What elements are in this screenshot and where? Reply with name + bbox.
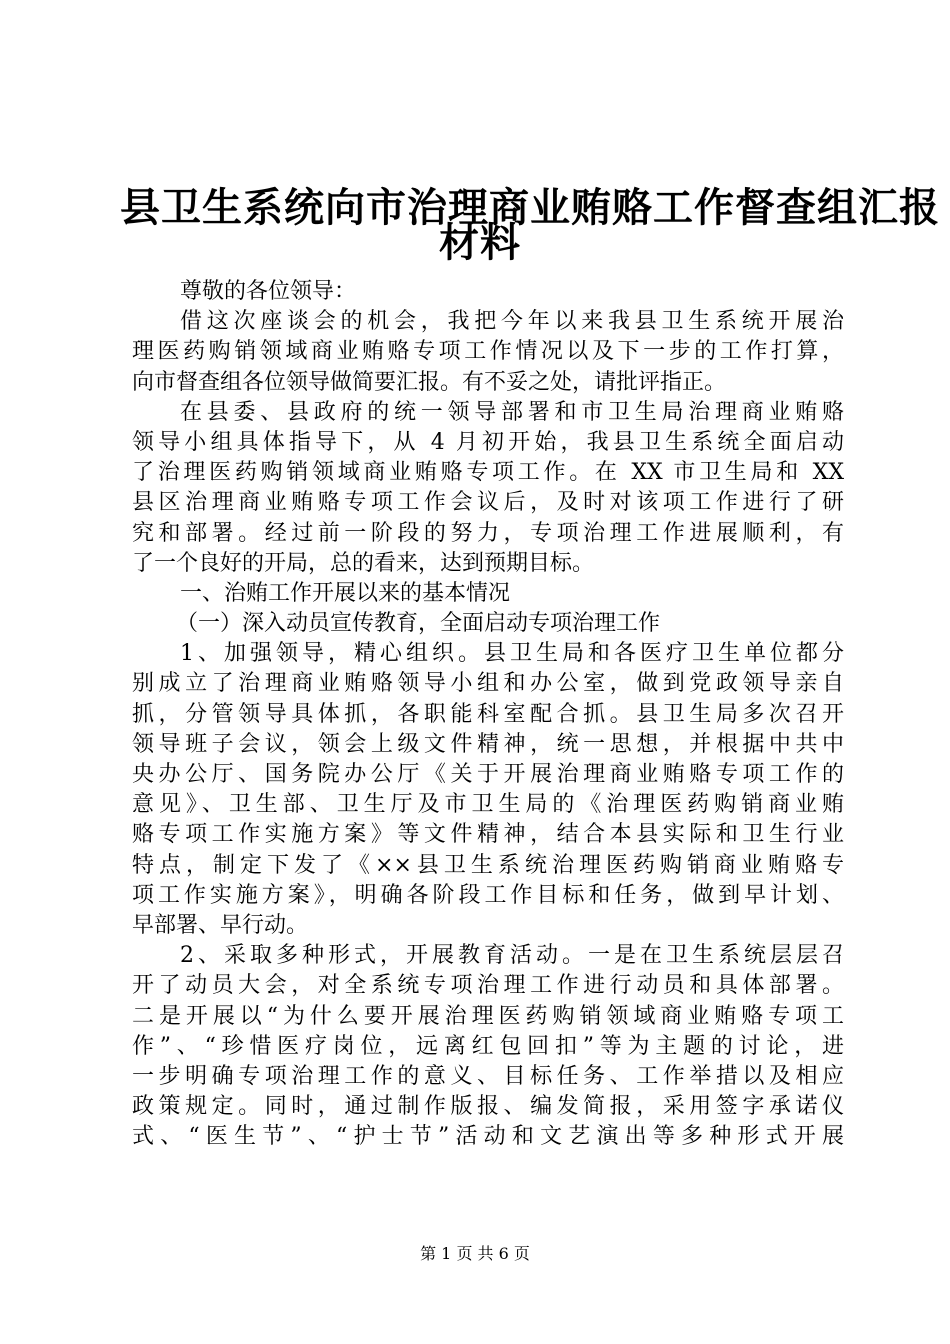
body-line: 开了动员大会，对全系统专项治理工作进行动员和具体部署。: [132, 973, 844, 999]
body-line: 领导班子会议，领会上级文件精神，统一思想，并根据中共中: [132, 731, 844, 757]
body-line: 理医药购销领域商业贿赂专项工作情况以及下一步的工作打算，: [132, 339, 844, 365]
body-line: 了一个良好的开局，总的看来，达到预期目标。: [132, 550, 595, 576]
body-line: 借这次座谈会的机会，我把今年以来我县卫生系统开展治: [180, 309, 844, 335]
document-title-line-2: 材料: [439, 219, 521, 266]
body-line: 1、加强领导，精心组织。县卫生局和各医疗卫生单位都分: [180, 641, 844, 667]
body-line: 2、采取多种形式，开展教育活动。一是在卫生系统层层召: [180, 943, 844, 969]
body-line: 在县委、县政府的统一领导部署和市卫生局治理商业贿赂: [180, 399, 844, 425]
section-heading: 一、治贿工作开展以来的基本情况: [180, 580, 511, 606]
body-line: 究和部署。经过前一阶段的努力，专项治理工作进展顺利，有: [132, 520, 844, 546]
body-line: 政策规定。同时，通过制作版报、编发简报，采用签字承诺仪: [132, 1094, 844, 1120]
body-line: 早部署、早行动。: [132, 912, 309, 938]
page-footer: 第 1 页 共 6 页: [420, 1244, 530, 1263]
subsection-heading: （一）深入动员宣传教育，全面启动专项治理工作: [176, 611, 661, 637]
body-line: 了治理医药购销领域商业贿赂专项工作。在 XX 市卫生局和 XX: [132, 460, 844, 486]
body-line: 式、“医生节”、“护士节”活动和文艺演出等多种形式开展: [132, 1124, 844, 1150]
body-line: 特点，制定下发了《××县卫生系统治理医药购销商业贿赂专: [132, 852, 844, 878]
body-line: 向市督查组各位领导做简要汇报。有不妥之处，请批评指正。: [132, 369, 727, 395]
body-line: 二是开展以“为什么要开展治理医药购销领域商业贿赂专项工: [132, 1003, 844, 1029]
body-line: 县区治理商业贿赂专项工作会议后，及时对该项工作进行了研: [132, 490, 844, 516]
body-line: 抓，分管领导具体抓，各职能科室配合抓。县卫生局多次召开: [132, 701, 844, 727]
body-line: 赂专项工作实施方案》等文件精神，结合本县实际和卫生行业: [132, 822, 844, 848]
body-line: 别成立了治理商业贿赂领导小组和办公室，做到党政领导亲自: [132, 671, 844, 697]
body-line: 央办公厅、国务院办公厅《关于开展治理商业贿赂专项工作的: [132, 762, 844, 787]
body-line: 一步明确专项治理工作的意义、目标任务、工作举措以及相应: [132, 1063, 844, 1089]
document-title-line-1: 县卫生系统向市治理商业贿赂工作督查组汇报: [120, 184, 940, 231]
salutation-line: 尊敬的各位领导：: [180, 279, 357, 304]
document-body: [132, 277, 844, 1152]
body-line: 意见》、卫生部、卫生厅及市卫生局的《治理医药购销商业贿: [132, 792, 844, 818]
body-line: 项工作实施方案》，明确各阶段工作目标和任务，做到早计划、: [132, 882, 844, 908]
body-line: 领导小组具体指导下，从 4 月初开始，我县卫生系统全面启动: [132, 429, 844, 455]
body-line: 作”、“珍惜医疗岗位，远离红包回扣”等为主题的讨论，进: [132, 1033, 844, 1059]
